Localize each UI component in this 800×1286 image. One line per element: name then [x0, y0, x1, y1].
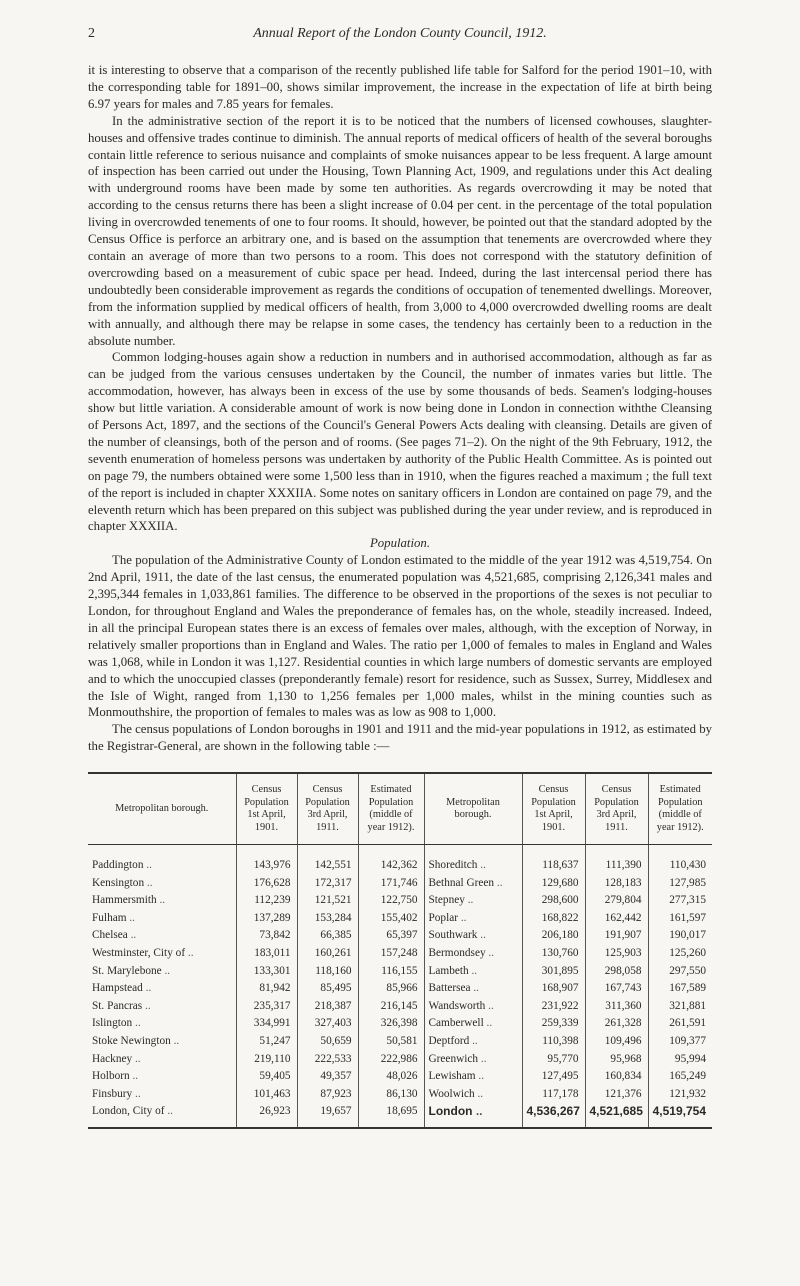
population-value-cell: 59,405 — [236, 1068, 297, 1086]
table-header-row — [88, 773, 712, 845]
borough-name-cell: Bermondsey .. — [424, 945, 522, 963]
paragraph: The census populations of London boroughs in 1901 and 1911 and the mid-year populations in 1912, as estimated by the Registrar-General, are shown in the following table :— — [88, 722, 712, 754]
population-value-cell: 222,533 — [297, 1051, 358, 1069]
population-value-cell: 321,881 — [648, 998, 712, 1016]
population-value-cell: 66,385 — [297, 927, 358, 945]
population-value-cell: 222,986 — [358, 1051, 424, 1069]
population-value-cell: 298,058 — [585, 963, 648, 981]
population-value-cell: 219,110 — [236, 1051, 297, 1069]
leader-dots: .. — [144, 876, 153, 889]
population-value-cell: 109,377 — [648, 1033, 712, 1051]
borough-name-cell: London, City of .. — [88, 1103, 236, 1128]
table-row — [88, 963, 712, 981]
population-value-cell: 259,339 — [522, 1015, 585, 1033]
paragraph: The population of the Administrative County of London estimated to the middle of the year 1912 was 4,519,754. On 2nd April, 1911, the date of the last census, the enumerated population was 4,521,685, comprising 2,126,341 males and 2,395,344 females in 1,033,861 families. The difference to be observed in the proportions of the sexes is not peculiar to London, for throughout England and Wales the preponderance of females has, on the whole, steadily increased. Indeed, in all the principal European states there is an excess of females over males, although, with the exception of Norway, in relatively smaller proportions than in England and Wales. The ratio per 1,000 of females to males in England and Wales was 1,068, while in London it was 1,127. Residential counties in which large numbers of domestic servants are employed and to which the unoccupied classes (preponderantly female) resort for residence, such as Sussex, Surrey, Middlesex and the Isle of Wight, ranged from 1,130 to 1,256 females per 1,000 males, whilst in the mining counties such as Monmouthshire, the proportion of females to males was as low as 908 to 1,000. — [88, 553, 712, 720]
borough-name-cell: Holborn .. — [92, 1070, 139, 1083]
borough-name-cell: Paddington .. — [92, 859, 152, 871]
table-row — [88, 1015, 712, 1033]
population-value-cell: 121,376 — [585, 1086, 648, 1104]
page-number: 2 — [88, 26, 95, 41]
leader-dots: .. — [164, 1105, 173, 1118]
borough-name-cell: Bethnal Green .. — [424, 875, 522, 893]
population-value-cell: 137,289 — [236, 910, 297, 928]
population-value-cell: 172,317 — [297, 875, 358, 893]
leader-dots: .. — [142, 982, 152, 995]
table-row — [88, 1086, 712, 1104]
population-value-cell: 311,360 — [585, 998, 648, 1016]
leader-dots: .. — [472, 1104, 483, 1119]
table-row — [88, 892, 712, 910]
table-row — [88, 1051, 712, 1069]
table-row — [88, 980, 712, 998]
population-value-cell: 50,659 — [297, 1033, 358, 1051]
table-row — [88, 1068, 712, 1086]
population-value-cell: 112,239 — [236, 892, 297, 910]
population-value-cell: 122,750 — [358, 892, 424, 910]
column-header: Metropolitan borough. — [424, 773, 522, 845]
population-value-cell: 176,628 — [236, 875, 297, 893]
population-value-cell: 125,903 — [585, 945, 648, 963]
population-value-cell: 73,842 — [236, 927, 297, 945]
population-table — [88, 772, 712, 1129]
population-value-cell: 127,985 — [648, 875, 712, 893]
column-header: Census Population 1st April, 1901. — [522, 773, 585, 845]
population-value-cell: 19,657 — [297, 1103, 358, 1128]
leader-dots: .. — [127, 929, 137, 942]
borough-name-cell: Kensington .. — [92, 876, 153, 889]
population-value-cell: 216,145 — [358, 998, 424, 1016]
population-value-cell: 4,519,754 — [648, 1103, 712, 1128]
leader-dots: .. — [483, 1017, 493, 1030]
population-value-cell: 95,770 — [522, 1051, 585, 1069]
population-value-cell: 130,760 — [522, 945, 585, 963]
population-value-cell: 50,581 — [358, 1033, 424, 1051]
population-value-cell: 51,247 — [236, 1033, 297, 1051]
borough-name-cell: St. Pancras .. — [92, 999, 151, 1012]
population-value-cell: 111,390 — [585, 845, 648, 875]
leader-dots: .. — [161, 964, 171, 977]
borough-name-cell: Hampstead .. — [92, 982, 152, 995]
population-value-cell: 155,402 — [358, 910, 424, 928]
borough-name-cell: Stoke Newington .. — [92, 1034, 180, 1047]
population-value-cell: 125,260 — [648, 945, 712, 963]
population-value-cell: 160,261 — [297, 945, 358, 963]
population-value-cell: 142,362 — [358, 845, 424, 875]
leader-dots: .. — [132, 1087, 141, 1100]
paragraph: In the administrative section of the report it is to be noticed that the numbers of licensed cowhouses, slaughter-houses and offensive trades continue to diminish. The annual reports of medical officers of health of the several boroughs contain little reference to serious nuisance and complaints of smoke nuisances appear to be less frequent. A large amount of inspection has been carried out under the Housing, Town Planning Act, 1909, and regulations under this Act dealing with underground rooms have been made by some ten authorities. As regards overcrowding it may be noted that according to the census returns there has been a slight increase of 0.04 per cent. in the percentage of the total population living in overcrowded tenements of one to four rooms. It should, however, be pointed out that the standard adopted by the Census Office is perforce an arbitrary one, and is based on the assumption that tenements are overcrowded where they contain an average of more than two persons to a room. This does not correspond with the statutory definition of overcrowding based on a measurement of cubic space per head. Indeed, during the last intercensal period there has undoubtedly been considerable improvement as regards the conditions of occupation of tenemented dwellings. Moreover, from the information supplied by medical officers of health, from 3,000 to 4,000 overcrowded dwelling rooms are dealt with annually, and although there may be relapse in some cases, the tendency has certainly been to a reduction in the absolute number. — [88, 113, 712, 348]
population-value-cell: 121,521 — [297, 892, 358, 910]
borough-name-cell: Lambeth .. — [424, 963, 522, 981]
paragraph: Common lodging-houses again show a reduction in numbers and in authorised accommodation, although as far as can be judged from the various censuses undertaken by the Council, the number of inmates varies but little. The accommodation, however, has always been in excess of the use by some thousands of beds. Seamen's lodging-houses show but little variation. A considerable amount of work is now being done in London in connection withthe Cleansing of Persons Act, 1897, and the sections of the Council's General Powers Acts dealing with cleansing. Details are given of the number of cleansings, both of the person and of rooms. (See pages 71–2). On the night of the 9th February, 1912, the seventh enumeration of homeless persons was undertaken by authority of the Public Health Committee. As is pointed out on page 79, the numbers obtained were some 1,500 less than in 1910, when the figures reached a maximum ; the full text of the report is included in chapter XXXIIA. Some notes on sanitary officers in London are contained on page 79, and the eleventh return which has been prepared on this subject was published during the year under review, and is reproduced in chapter XXXIIA. — [88, 350, 712, 534]
population-table-wrapper — [88, 772, 712, 1129]
population-value-cell: 153,284 — [297, 910, 358, 928]
population-value-cell: 95,968 — [585, 1051, 648, 1069]
leader-dots: .. — [475, 1070, 485, 1083]
population-value-cell: 26,923 — [236, 1103, 297, 1128]
population-value-cell: 167,743 — [585, 980, 648, 998]
leader-dots: .. — [132, 1052, 141, 1065]
population-value-cell: 235,317 — [236, 998, 297, 1016]
borough-name-cell: Hackney .. — [92, 1052, 141, 1065]
population-value-cell: 121,932 — [648, 1086, 712, 1104]
population-value-cell: 162,442 — [585, 910, 648, 928]
leader-dots: .. — [478, 1052, 487, 1065]
table-body — [88, 845, 712, 1128]
leader-dots: .. — [142, 999, 151, 1012]
borough-name-cell: Hammersmith .. — [92, 894, 166, 907]
leader-dots: .. — [474, 1087, 484, 1100]
population-value-cell: 48,026 — [358, 1068, 424, 1086]
table-row — [88, 945, 712, 963]
leader-dots: .. — [494, 876, 503, 889]
leader-dots: .. — [477, 859, 486, 871]
population-value-cell: 87,923 — [297, 1086, 358, 1104]
population-value-cell: 143,976 — [236, 845, 297, 875]
leader-dots: .. — [156, 894, 166, 907]
population-value-cell: 129,680 — [522, 875, 585, 893]
population-value-cell: 327,403 — [297, 1015, 358, 1033]
population-value-cell: 168,907 — [522, 980, 585, 998]
population-value-cell: 298,600 — [522, 892, 585, 910]
population-value-cell: 261,328 — [585, 1015, 648, 1033]
table-row — [88, 910, 712, 928]
population-value-cell: 191,907 — [585, 927, 648, 945]
leader-dots: .. — [185, 946, 194, 959]
population-value-cell: 231,922 — [522, 998, 585, 1016]
borough-name-cell: Chelsea .. — [92, 929, 137, 942]
leader-dots: .. — [477, 929, 486, 942]
leader-dots: .. — [129, 1070, 139, 1083]
population-value-cell: 206,180 — [522, 927, 585, 945]
population-value-cell: 334,991 — [236, 1015, 297, 1033]
population-value-cell: 4,521,685 — [585, 1103, 648, 1128]
population-value-cell: 110,398 — [522, 1033, 585, 1051]
column-header: Census Population 1st April, 1901. — [236, 773, 297, 845]
population-value-cell: 118,160 — [297, 963, 358, 981]
population-value-cell: 85,495 — [297, 980, 358, 998]
running-title: Annual Report of the London County Council, 1912. — [253, 26, 547, 41]
borough-name-cell: Fulham .. — [92, 911, 136, 924]
population-value-cell: 117,178 — [522, 1086, 585, 1104]
population-value-cell: 183,011 — [236, 945, 297, 963]
population-value-cell: 49,357 — [297, 1068, 358, 1086]
body-text — [88, 62, 712, 755]
population-value-cell: 133,301 — [236, 963, 297, 981]
borough-name-cell: Lewisham .. — [424, 1068, 522, 1086]
leader-dots: .. — [470, 982, 480, 995]
population-value-cell: 279,804 — [585, 892, 648, 910]
borough-name-cell: Southwark .. — [424, 927, 522, 945]
column-header: Census Population 3rd April, 1911. — [297, 773, 358, 845]
borough-name-cell: Camberwell .. — [424, 1015, 522, 1033]
leader-dots: .. — [469, 1034, 478, 1047]
population-value-cell: 277,315 — [648, 892, 712, 910]
table-row — [88, 1103, 712, 1128]
borough-name-cell: St. Marylebone .. — [92, 964, 171, 977]
leader-dots: .. — [143, 859, 152, 871]
population-value-cell: 65,397 — [358, 927, 424, 945]
leader-dots: .. — [485, 999, 494, 1012]
borough-name-cell: Woolwich .. — [424, 1086, 522, 1104]
page-header — [88, 26, 712, 46]
population-value-cell: 168,822 — [522, 910, 585, 928]
table-row — [88, 998, 712, 1016]
population-value-cell: 118,637 — [522, 845, 585, 875]
borough-name-cell: Islington .. — [92, 1017, 141, 1030]
paragraph: it is interesting to observe that a comparison of the recently published life table for Salford for the period 1901–10, with the corresponding table for 1891–00, shows similar improvement, the increase in the expectation of life at birth being 6.97 years for males and 7.85 years for females. — [88, 63, 712, 111]
population-value-cell: 326,398 — [358, 1015, 424, 1033]
table-row — [88, 927, 712, 945]
population-value-cell: 86,130 — [358, 1086, 424, 1104]
population-value-cell: 85,966 — [358, 980, 424, 998]
population-value-cell: 261,591 — [648, 1015, 712, 1033]
borough-name-cell: London .. — [424, 1103, 522, 1128]
borough-name-cell: Finsbury .. — [92, 1087, 141, 1100]
population-value-cell: 128,183 — [585, 875, 648, 893]
population-value-cell: 190,017 — [648, 927, 712, 945]
borough-name-cell: Poplar .. — [424, 910, 522, 928]
borough-name-cell: Stepney .. — [424, 892, 522, 910]
leader-dots: .. — [468, 964, 478, 977]
population-value-cell: 95,994 — [648, 1051, 712, 1069]
borough-name-cell: Westminster, City of .. — [92, 946, 194, 959]
leader-dots: .. — [485, 946, 495, 959]
population-value-cell: 161,597 — [648, 910, 712, 928]
population-value-cell: 18,695 — [358, 1103, 424, 1128]
population-value-cell: 101,463 — [236, 1086, 297, 1104]
table-row — [88, 875, 712, 893]
section-heading: Population. — [369, 536, 431, 551]
borough-name-cell: Wandsworth .. — [424, 998, 522, 1016]
table-row — [88, 1033, 712, 1051]
column-header: Estimated Population (middle of year 1912). — [358, 773, 424, 845]
borough-name-cell: Battersea .. — [424, 980, 522, 998]
column-header: Metropolitan borough. — [88, 773, 236, 845]
borough-name-cell: Greenwich .. — [424, 1051, 522, 1069]
population-value-cell: 165,249 — [648, 1068, 712, 1086]
population-value-cell: 160,834 — [585, 1068, 648, 1086]
population-value-cell: 157,248 — [358, 945, 424, 963]
population-value-cell: 109,496 — [585, 1033, 648, 1051]
population-value-cell: 110,430 — [648, 845, 712, 875]
population-value-cell: 81,942 — [236, 980, 297, 998]
population-value-cell: 142,551 — [297, 845, 358, 875]
leader-dots: .. — [132, 1017, 141, 1030]
leader-dots: .. — [126, 911, 136, 924]
leader-dots: .. — [464, 894, 474, 907]
column-header: Census Population 3rd April, 1911. — [585, 773, 648, 845]
table-row — [88, 845, 712, 875]
borough-name-cell: Deptford .. — [424, 1033, 522, 1051]
leader-dots: .. — [170, 1034, 180, 1047]
population-value-cell: 301,895 — [522, 963, 585, 981]
population-value-cell: 171,746 — [358, 875, 424, 893]
leader-dots: .. — [458, 911, 467, 924]
column-header: Estimated Population (middle of year 1912). — [648, 773, 712, 845]
population-value-cell: 4,536,267 — [522, 1103, 585, 1128]
population-value-cell: 167,589 — [648, 980, 712, 998]
population-value-cell: 116,155 — [358, 963, 424, 981]
borough-name-cell: Shoreditch .. — [424, 845, 522, 875]
population-value-cell: 218,387 — [297, 998, 358, 1016]
population-value-cell: 127,495 — [522, 1068, 585, 1086]
population-value-cell: 297,550 — [648, 963, 712, 981]
